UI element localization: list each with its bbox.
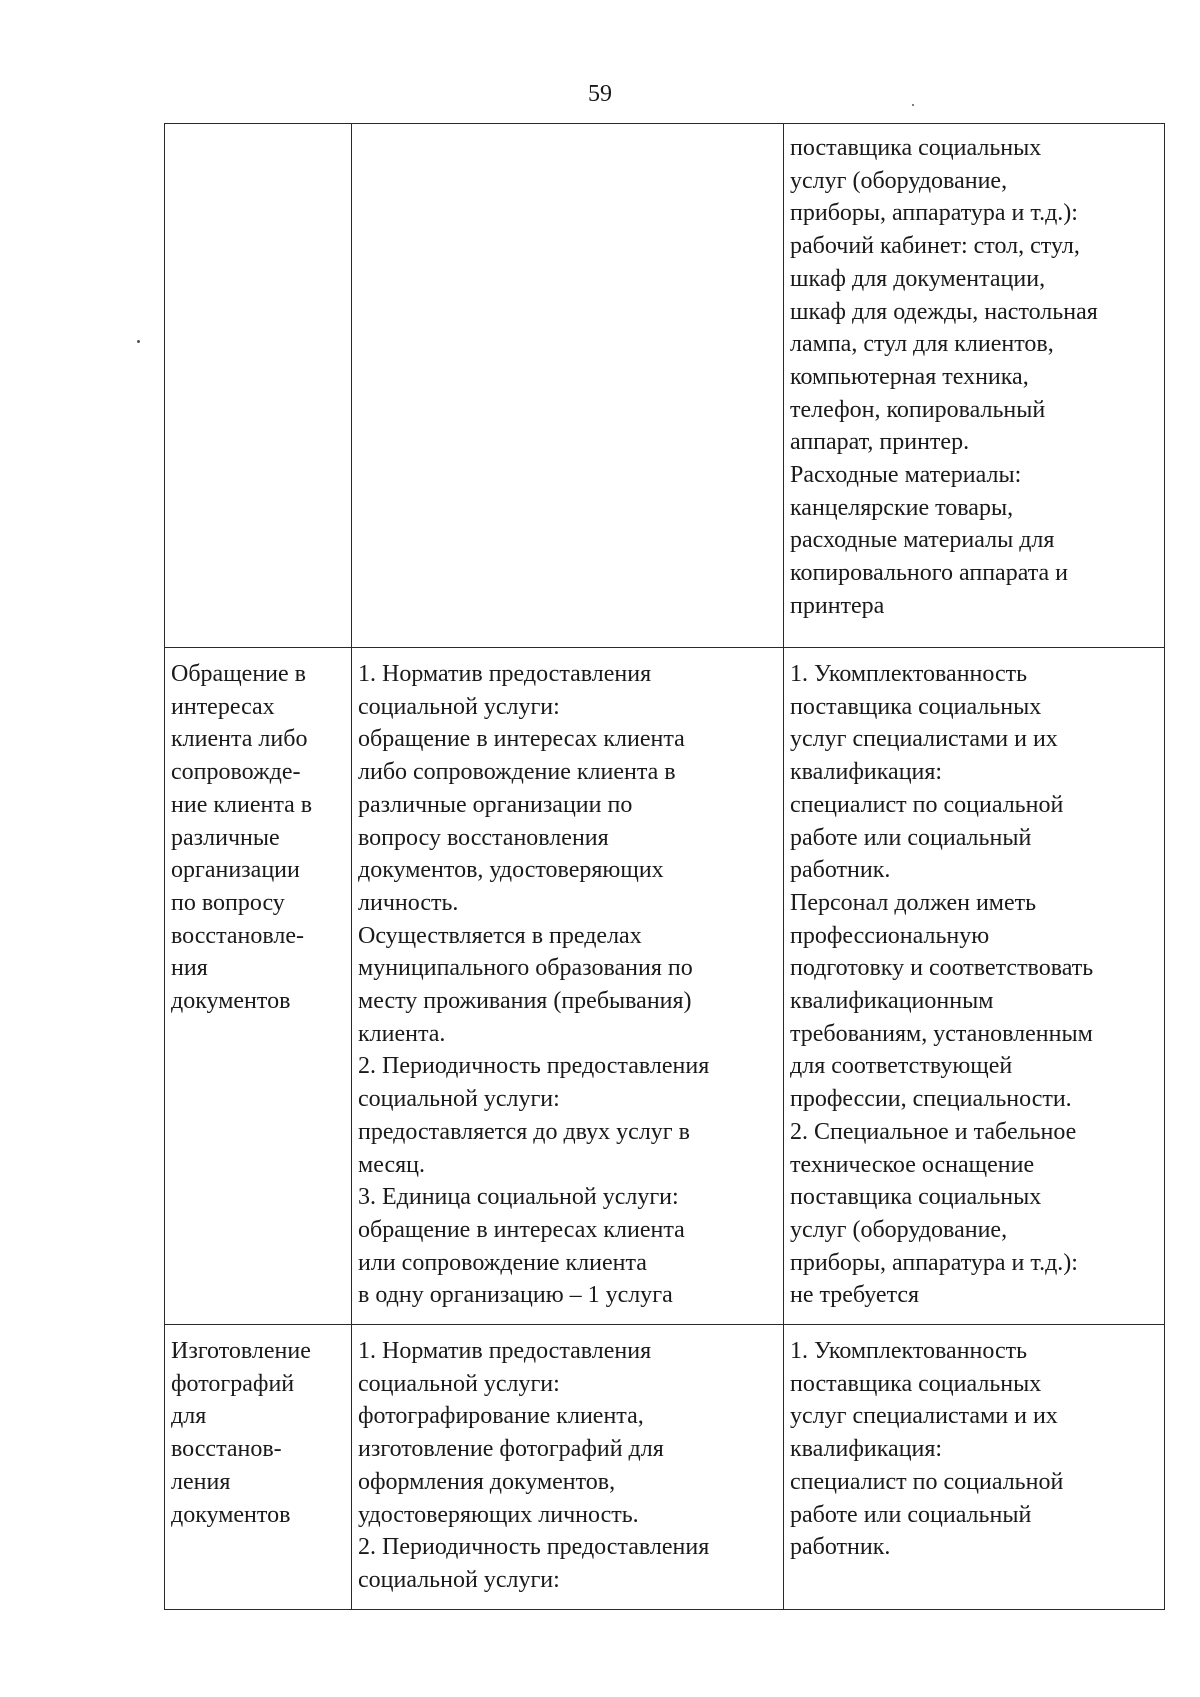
scan-speck-top-right <box>912 104 914 106</box>
service-standard-cell: 1. Норматив предоставления социальной услуги: обращение в интересах клиента либо сопровождение клиента в различные организации по вопросу восстановления документов, удостоверяющих личность. Осуществляется в пределах муниципального образования по месту проживания (пребывания) клиента. 2. Периодичность предоставления социальной услуги: предоставляется до двух услуг в месяц. 3. Единица социальной услуги: обращение в интересах клиента или сопровождение клиента в одну организацию – 1 услуга <box>352 648 784 1325</box>
service-conditions-cell: 1. Укомплектованность поставщика социальных услуг специалистами и их квалификация: специалист по социальной работе или социальный работник. <box>784 1325 1165 1610</box>
service-conditions-cell: 1. Укомплектованность поставщика социальных услуг специалистами и их квалификация: специалист по социальной работе или социальный работник. Персонал должен иметь профессиональную подготовку и соответствовать квалификационным требованиям, установленным для соответствующей профессии, специальности. 2. Специальное и табельное техническое оснащение поставщика социальных услуг (оборудование, приборы, аппаратура и т.д.): не требуется <box>784 648 1165 1325</box>
service-name-cell: Изготовление фотографий для восстанов- ления документов <box>165 1325 352 1610</box>
service-standard-cell: 1. Норматив предоставления социальной услуги: фотографирование клиента, изготовление фотографий для оформления документов, удостоверяющих личность. 2. Периодичность предоставления социальной услуги: <box>352 1325 784 1610</box>
scan-speck-left <box>137 340 140 343</box>
table-row <box>165 1325 1165 1610</box>
service-name-cell: Обращение в интересах клиента либо сопровожде- ние клиента в различные организации по вопросу восстановле- ния документов <box>165 648 352 1325</box>
service-conditions-cell: поставщика социальных услуг (оборудование, приборы, аппаратура и т.д.): рабочий кабинет: стол, стул, шкаф для документации, шкаф для одежды, настольная лампа, стул для клиентов, компьютерная техника, телефон, копировальный аппарат, принтер. Расходные материалы: канцелярские товары, расходные материалы для копировального аппарата и принтера <box>784 124 1165 648</box>
services-table <box>164 123 1165 1610</box>
page-number: 59 <box>588 81 612 107</box>
table-row <box>165 124 1165 648</box>
table-row <box>165 648 1165 1325</box>
service-standard-cell <box>352 124 784 648</box>
service-name-cell <box>165 124 352 648</box>
